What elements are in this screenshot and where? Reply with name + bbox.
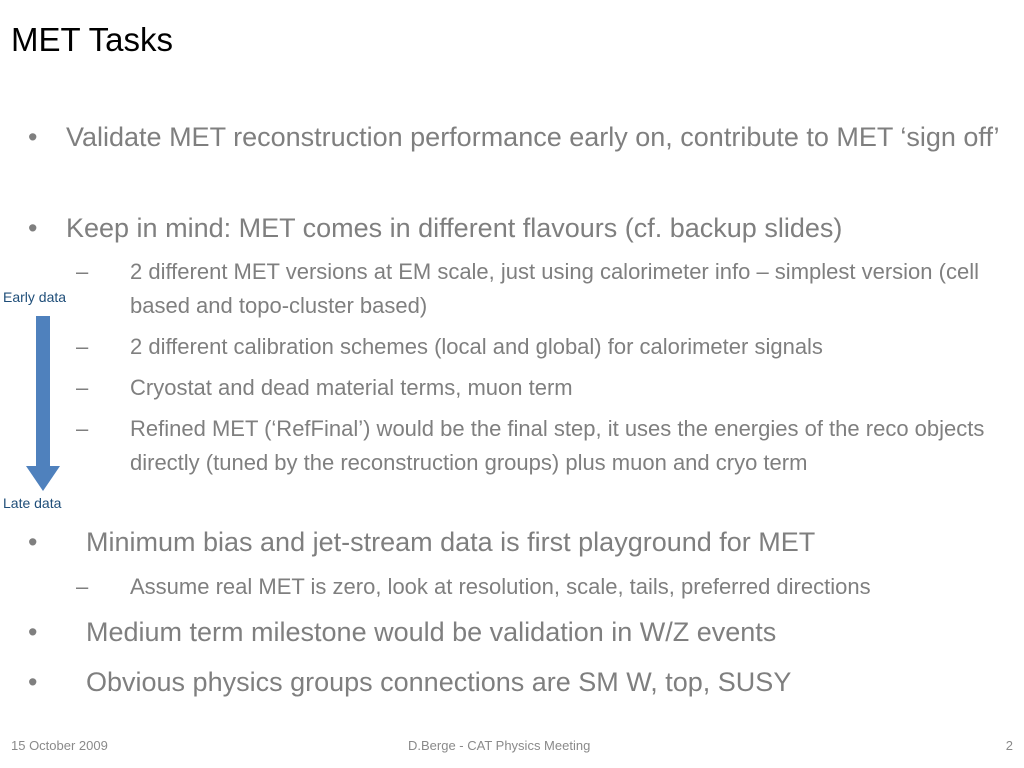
sub-bullet-marker: – — [76, 574, 89, 599]
bullet-text: Obvious physics groups connections are SM W, top, SUSY — [86, 667, 792, 697]
sub-bullet-marker: – — [76, 334, 89, 359]
sub-bullet-item — [76, 330, 1006, 364]
sub-bullet-text: Refined MET (‘RefFinal’) would be the final step, it uses the energies of the reco objects directly (tuned by the reconstruction groups) plus muon and cryo term — [130, 416, 985, 475]
bullet-item — [28, 208, 1008, 249]
sub-bullet-text: Assume real MET is zero, look at resolution, scale, tails, preferred directions — [130, 574, 871, 599]
bullet-text: Medium term milestone would be validation in W/Z events — [86, 617, 777, 647]
sub-bullet-marker: – — [76, 375, 89, 400]
sub-bullet-marker: – — [76, 416, 89, 441]
early-data-label: Early data — [3, 289, 67, 305]
sub-bullet-marker: – — [76, 259, 89, 284]
sub-bullet-item — [76, 255, 1006, 323]
footer-page-number: 2 — [1005, 738, 1013, 753]
bullet-marker: • — [28, 122, 38, 152]
late-data-label: Late data — [3, 495, 62, 511]
bullet-text: Keep in mind: MET comes in different flavours (cf. backup slides) — [66, 213, 843, 243]
bullet-marker: • — [28, 667, 38, 697]
bullet-marker: • — [28, 617, 38, 647]
sub-bullet-text: Cryostat and dead material terms, muon term — [130, 375, 573, 400]
bullet-item — [28, 662, 1008, 703]
sub-bullet-item — [76, 371, 1006, 405]
bullet-text: Validate MET reconstruction performance early on, contribute to MET ‘sign off’ — [66, 122, 1000, 152]
bullet-marker: • — [28, 527, 38, 557]
bullet-text: Minimum bias and jet-stream data is first playground for MET — [86, 527, 816, 557]
sub-bullet-text: 2 different calibration schemes (local and global) for calorimeter signals — [130, 334, 823, 359]
bullet-item — [28, 522, 1008, 563]
footer-presentation-title: D.Berge - CAT Physics Meeting — [408, 738, 591, 753]
sub-bullet-text: 2 different MET versions at EM scale, just using calorimeter info – simplest version (cell based and topo-cluster based) — [130, 259, 979, 318]
sub-bullet-item — [76, 412, 1006, 480]
bullet-marker: • — [28, 213, 38, 243]
down-arrow-icon — [26, 316, 60, 491]
bullet-item — [28, 117, 1008, 158]
bullet-item — [28, 612, 1008, 653]
footer-date: 15 October 2009 — [11, 738, 108, 753]
slide-title: MET Tasks — [11, 21, 173, 58]
sub-bullet-item — [76, 570, 1016, 604]
